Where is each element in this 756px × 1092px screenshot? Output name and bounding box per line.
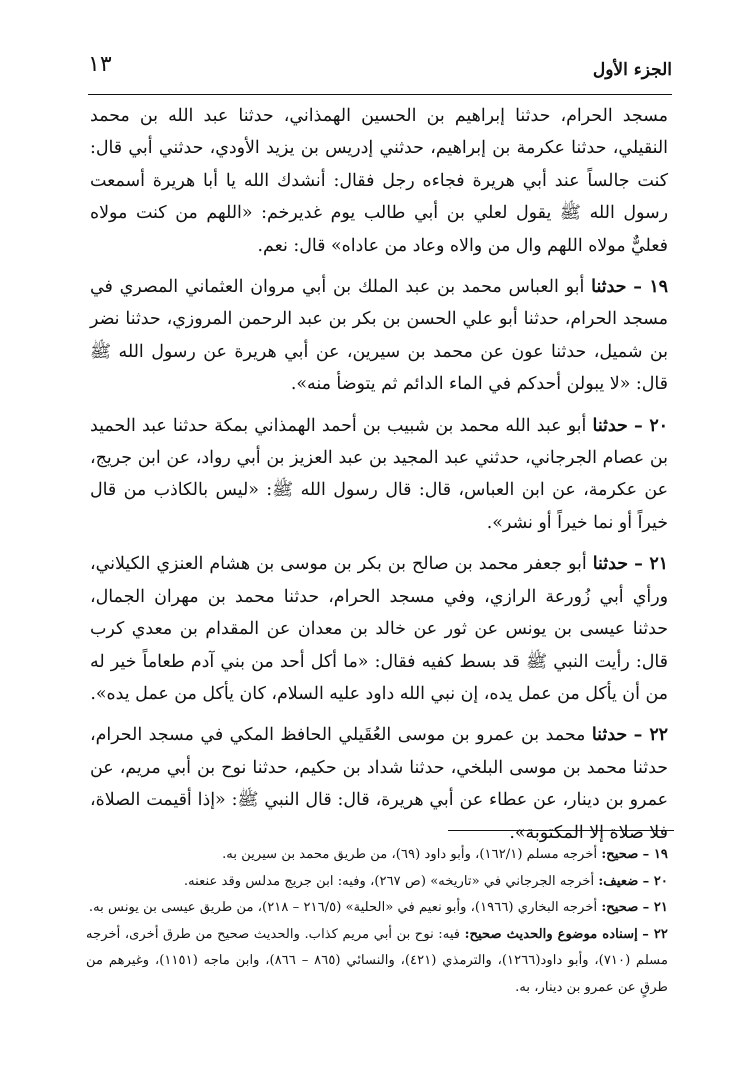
footnote-grade: صحيح: <box>601 900 639 916</box>
footnote-number: ٢٠ – <box>642 873 668 889</box>
running-title: الجزء الأول <box>592 60 672 80</box>
footnote-20 <box>86 869 668 896</box>
footnote-19 <box>86 842 668 869</box>
hadith-19 <box>90 271 668 401</box>
footnote-text: أخرجه الجرجاني في «تاريخه» (ص ٢٦٧)، وفيه: ابن جريج مدلس وقد عنعنه. <box>183 873 595 889</box>
hadith-number: ٢٢ – <box>633 725 669 746</box>
footnote-text: أخرجه البخاري (١٩٦٦)، وأبو نعيم في «الحلية» (٢١٦/٥ – ٢١٨)، من طريق عيسى بن يونس به. <box>88 900 598 916</box>
hadith-text: أبو العباس محمد بن عبد الملك بن أبي مروان العثماني المصري في مسجد الحرام، حدثنا أبو علي الحسن بن بكر بن عبد الرحمن المروزي، حدثنا نضر بن شميل، حدثنا عون عن محمد بن سيرين، عن أبي هريرة عن رسول الله ﷺ قال: «لا يبولن أحدكم في الماء الدائم ثم يتوضأ منه». <box>90 277 668 395</box>
hadith-number: ٢٠ – <box>633 415 668 436</box>
footnote-number: ١٩ – <box>642 847 668 862</box>
footnote-separator <box>448 830 674 831</box>
hadith-20 <box>90 410 668 540</box>
page-header <box>88 48 672 95</box>
hadith-lead: حدثنا <box>591 725 628 746</box>
hadith-text: أبو جعفر محمد بن صالح بن بكر بن موسى بن هشام العنزي الكيلاني، ورأي أبي زُورعة الرازي، وفي مسجد الحرام، حدثنا محمد بن مهران الجمال، حدثنا عيسى بن يونس عن ثور عن خالد بن معدان عن المقدام بن معدي كرب قال: رأيت النبي ﷺ قد بسط كفيه فقال: «ما أكل أحد من بني آدم طعاماً خير له من أن يأكل من عمل يده، إن نبي الله داود عليه السلام، كان يأكل من عمل يده». <box>90 554 668 704</box>
hadith-lead: حدثنا <box>591 277 627 298</box>
page-number: ١٣ <box>88 52 112 77</box>
footnote-22 <box>86 922 668 1002</box>
hadith-lead: حدثنا <box>592 415 628 436</box>
hadith-text: محمد بن عمرو بن موسى العُقَيلي الحافظ المكي في مسجد الحرام، حدثنا محمد بن موسى البلخي، حدثنا شداد بن حكيم، حدثنا نوح بن أبي مريم، عن عمرو بن دينار، عن عطاء عن أبي هريرة، قال: قال النبي ﷺ: «إذا أقيمت الصلاة، فلا صلاة إلا المكتوبة». <box>90 725 668 843</box>
hadith-number: ٢١ – <box>634 554 669 575</box>
footnote-grade: صحيح: <box>601 847 639 862</box>
hadith-21 <box>90 548 668 710</box>
hadith-text: أبو عبد الله محمد بن شبيب بن أحمد الهمذاني بمكة حدثنا عبد الحميد بن عصام الجرجاني، حدثني عبد المجيد بن عبد العزيز بن أبي رواد، عن ابن جريج، عن عكرمة، عن ابن العباس، قال: قال رسول الله ﷺ: «ليس بالكاذب من قال خيراً أو نما خيراً أو نشر». <box>90 415 668 533</box>
footnote-number: ٢٢ – <box>642 926 668 942</box>
footnote-21 <box>86 895 668 922</box>
footnote-number: ٢١ – <box>642 900 668 916</box>
footnote-grade: إسناده موضوع والحديث صحيح: <box>464 926 638 942</box>
hadith-number: ١٩ – <box>633 277 669 298</box>
footnote-text: فيه: نوح بن أبي مريم كذاب. والحديث صحيح من طرق أخرى، أخرجه مسلم (٧١٠)، وأبو داود(١٢٦٦)، والترمذي (٤٢١)، والنسائي (٨٦٥ – ٨٦٦)، وابن ماجه (١١٥١)، وغيرهم من طرقٍ عن عمرو بن دينار، به. <box>86 926 669 995</box>
footnote-text: أخرجه مسلم (١٦٢/١)، وأبو داود (٦٩)، من طريق محمد بن سيرين به. <box>222 847 598 862</box>
hadith-lead: حدثنا <box>592 554 629 575</box>
footnotes <box>86 842 668 1002</box>
footnote-grade: ضعيف: <box>598 873 639 889</box>
main-text <box>90 100 668 849</box>
intro-paragraph: مسجد الحرام، حدثنا إبراهيم بن الحسين الهمذاني، حدثنا عبد الله بن محمد النقيلي، حدثنا عكرمة بن إبراهيم، حدثني إدريس بن يزيد الأودي، حدثني أبي قال: كنت جالساً عند أبي هريرة فجاءه رجل فقال: أنشدك الله يا أبا هريرة أسمعت رسول الله ﷺ يقول لعلي بن أبي طالب يوم غديرخم: «اللهم من كنت مولاه فعليٌّ مولاه اللهم وال من والاه وعاد من عاداه» قال: نعم. <box>90 106 668 256</box>
